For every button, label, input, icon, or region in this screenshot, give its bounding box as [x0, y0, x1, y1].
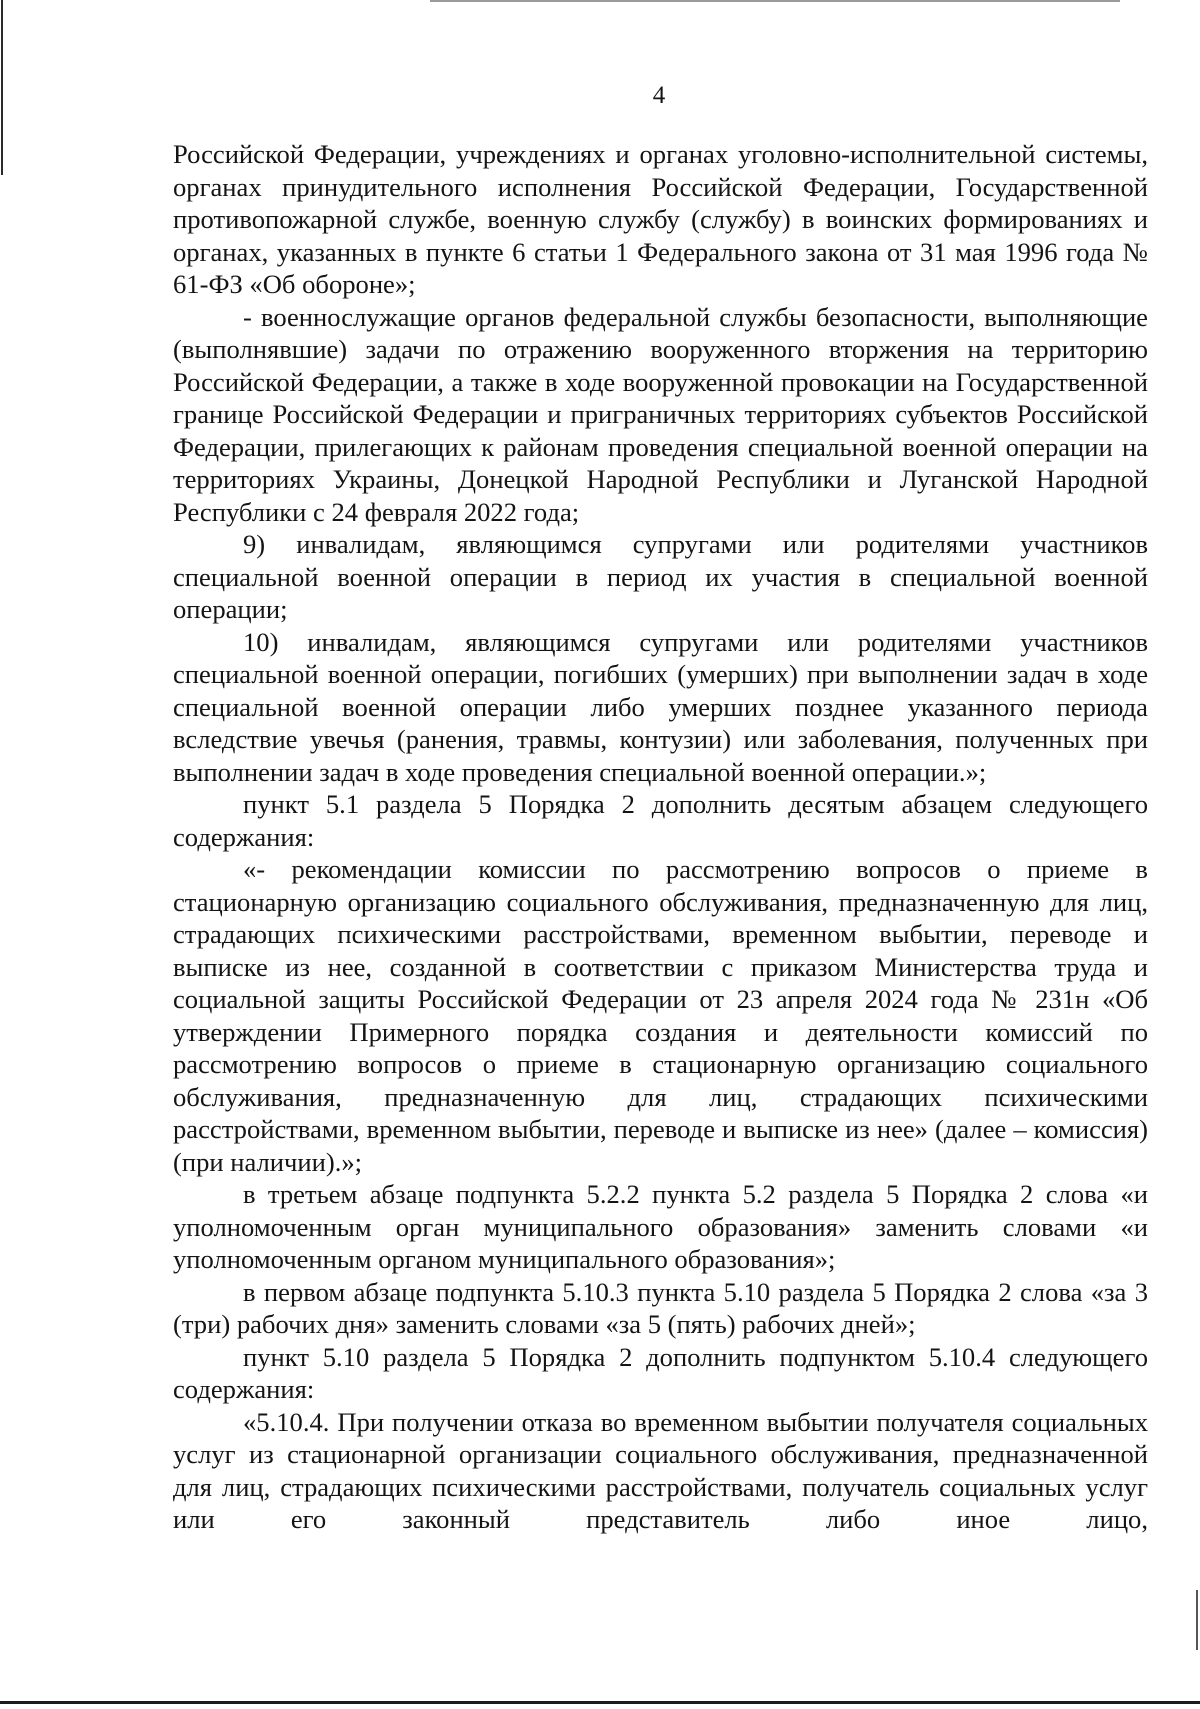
- scan-edge-right: [1196, 1590, 1198, 1650]
- paragraph-point-5-1: пункт 5.1 раздела 5 Порядка 2 дополнить десятым абзацем следующего содержания:: [173, 789, 1148, 852]
- paragraph-continuation: Российской Федерации, учреждениях и органах уголовно-исполнительной системы, органах принудительного исполнения Российской Федерации, Государственной противопожарной службе, военную службу (службу) в воинских формированиях и органах, указанных в пункте 6 статьи 1 Федерального закона от 31 мая 1996 года № 61-ФЗ «Об обороне»;: [173, 139, 1148, 299]
- paragraph-commission-recommendation: «- рекомендации комиссии по рассмотрению вопросов о приеме в стационарную организацию социального обслуживания, предназначенную для лиц, страдающих психическими расстройствами, временном выбытии, переводе и выписке из нее, созданной в соответствии с приказом Министерства труда и социальной защиты Российской Федерации от 23 апреля 2024 года № 231н «Об утверждении Примерного порядка создания и деятельности комиссий по рассмотрению вопросов о приеме в стационарную организацию социального обслуживания, предназначенную для лиц, страдающих психическими расстройствами, временном выбытии, переводе и выписке из нее» (далее – комиссия) (при наличии).»;: [173, 854, 1148, 1177]
- paragraph-subpoint-5-2-2: в третьем абзаце подпункта 5.2.2 пункта 5.2 раздела 5 Порядка 2 слова «и уполномоченным орган муниципального образования» заменить словами «и уполномоченным органом муниципального образования»;: [173, 1179, 1148, 1274]
- document-body: [173, 138, 1148, 1536]
- scan-edge-top: [430, 0, 1120, 2]
- paragraph-fsb-servicemen: - военнослужащие органов федеральной службы безопасности, выполняющие (выполнявшие) задачи по отражению вооруженного вторжения на территорию Российской Федерации, а также в ходе вооруженной провокации на Государственной границе Российской Федерации и приграничных территориях субъектов Российской Федерации, прилегающих к районам проведения специальной военной операции на территориях Украины, Донецкой Народной Республики и Луганской Народной Республики с 24 февраля 2022 года;: [173, 301, 1148, 527]
- paragraph-subpoint-5-10-3: в первом абзаце подпункта 5.10.3 пункта 5.10 раздела 5 Порядка 2 слова «за 3 (три) рабочих дня» заменить словами «за 5 (пять) рабочих дней»;: [173, 1276, 1148, 1339]
- scan-edge-bottom: [0, 1701, 1200, 1704]
- paragraph-point-5-10: пункт 5.10 раздела 5 Порядка 2 дополнить подпунктом 5.10.4 следующего содержания:: [173, 1341, 1148, 1404]
- paragraph-item-10: 10) инвалидам, являющимся супругами или родителями участников специальной военной операции, погибших (умерших) при выполнении задач в ходе специальной военной операции либо умерших позднее указанного периода вследствие увечья (ранения, травмы, контузии) или заболевания, полученных при выполнении задач в ходе проведения специальной военной операции.»;: [173, 626, 1148, 787]
- paragraph-subpoint-5-10-4: «5.10.4. При получении отказа во временном выбытии получателя социальных услуг из стационарной организации социального обслуживания, предназначенной для лиц, страдающих психическими расстройствами, получатель социальных услуг или его законный представитель либо иное лицо,: [173, 1406, 1148, 1534]
- paragraph-item-9: 9) инвалидам, являющимся супругами или родителями участников специальной военной операции в период их участия в специальной военной операции;: [173, 529, 1148, 624]
- page-number: 4: [652, 82, 666, 109]
